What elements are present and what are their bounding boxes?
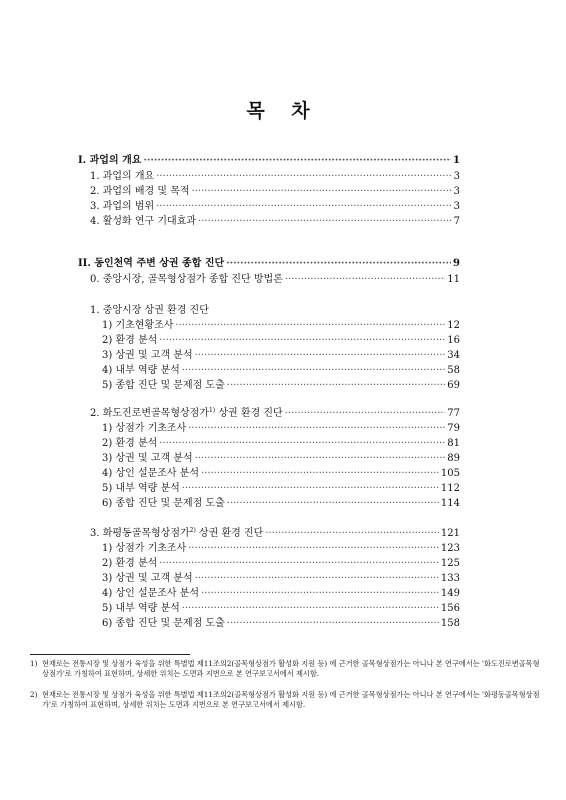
toc-page: 77 [447,408,460,419]
toc-row[interactable] [102,335,460,347]
toc-label: 2. 화도진로변골목형상점가 [90,408,209,419]
toc-page: 69 [447,380,460,391]
toc-page: 7 [453,216,460,227]
toc-page: 3 [453,171,460,182]
toc-page: 158 [440,618,460,629]
toc-label: 3) 상권 및 고객 분석 [102,573,193,584]
toc-label: 4) 내부 역량 분석 [102,365,180,376]
toc-label: 3) 상권 및 고객 분석 [102,453,193,464]
toc-row[interactable] [78,155,460,167]
toc-label-suffix: 상권 환경 진단 [195,528,264,539]
footnote-ref[interactable]: 2) [189,527,196,534]
toc-page: 121 [440,528,460,539]
toc-row[interactable] [102,618,460,630]
toc-page: 112 [440,483,460,494]
footnote-1 [30,659,540,678]
toc-row[interactable] [102,350,460,362]
toc-label: 3. 과업의 범위 [90,201,155,212]
toc-label: 3) 상권 및 고객 분석 [102,350,193,361]
toc-page: 89 [447,453,460,464]
toc-label-suffix: 상권 환경 진단 [215,408,283,419]
toc-row[interactable] [102,498,460,510]
toc-row[interactable] [102,365,460,377]
footnote-text: 현재로는 전통시장 및 상점가 육성을 위한 특별법 제11조의2(골목형상점가 활성화 지원 등) 에 근거한 골목형상점가는 아니나 본 연구에서는 '화평동골목형상점가'로 가칭하여 표현하며, 상세한 위치는 도면과 지번으로 본 연구보고서에서 제시함. [42,690,540,709]
toc-row[interactable] [102,588,460,600]
toc-page: 34 [447,350,460,361]
toc-row[interactable] [90,201,460,213]
toc-page: 105 [440,468,460,479]
toc-label: 2. 과업의 배경 및 목적 [90,186,190,197]
toc-label: 5) 내부 역량 분석 [102,483,180,494]
toc-page: 149 [440,588,460,599]
toc-label: 2) 환경 분석 [102,335,158,346]
toc-row[interactable] [102,573,460,585]
toc-label: 1. 과업의 개요 [90,171,155,182]
toc-label: I. 과업의 개요 [78,155,142,166]
toc-label: 5) 내부 역량 분석 [102,603,180,614]
toc-page: 11 [447,274,460,285]
toc-row[interactable] [78,258,460,270]
toc-row[interactable] [90,274,460,286]
toc-page: 79 [447,423,460,434]
toc-page: 58 [447,365,460,376]
toc-label: 3. 화평동골목형상점가 [90,528,190,539]
toc-label: 4) 상인 설문조사 분석 [102,468,200,479]
toc-label: 2) 환경 분석 [102,558,158,569]
toc-row[interactable] [90,186,460,198]
toc-page: 1 [453,155,460,166]
toc-row[interactable] [90,408,460,420]
toc-label: 5) 종합 진단 및 문제점 도출 [102,380,225,391]
toc-row[interactable] [102,453,460,465]
footnote-text: 현재로는 전통시장 및 상점가 육성을 위한 특별법 제11조의2(골목형상점가 활성화 지원 등) 에 근거한 골목형상점가는 아니나 본 연구에서는 '화도진로변골목형상점가'로 가칭하여 표현하며, 상세한 위치는 도면과 지번으로 본 연구보고서에서 제시함. [42,659,540,678]
toc-label: 4. 활성화 연구 기대효과 [90,216,197,227]
toc-label: 1. 중앙시장 상권 환경 진단 [90,305,209,316]
toc-page: 125 [440,558,460,569]
toc-row[interactable] [102,423,460,435]
toc-page: 81 [447,438,460,449]
toc-label: II. 동인천역 주변 상권 종합 진단 [78,258,225,269]
footnote-2 [30,690,540,709]
toc-row[interactable] [90,171,460,183]
toc-label: 6) 종합 진단 및 문제점 도출 [102,498,225,509]
toc-row[interactable] [90,305,460,317]
footnote-divider [30,654,190,655]
toc-row[interactable] [102,438,460,450]
toc-label: 0. 중앙시장, 골목형상점가 종합 진단 방법론 [90,274,283,285]
toc-row[interactable] [102,380,460,392]
footnote-number: 2) [30,690,38,699]
toc-page: 156 [440,603,460,614]
toc-label: 2) 환경 분석 [102,438,158,449]
toc-page: 9 [453,258,460,269]
toc-row[interactable] [90,216,460,228]
toc-page: 3 [453,201,460,212]
toc-row[interactable] [102,558,460,570]
footnote-ref[interactable]: 1) [208,407,216,414]
page-title: 목 차 [246,100,320,122]
toc-row[interactable] [102,603,460,615]
toc-row[interactable] [90,528,460,540]
toc-page: 133 [440,573,460,584]
toc-row[interactable] [102,543,460,555]
toc-label: 1) 상점가 기초조사 [102,543,187,554]
footnote-number: 1) [30,659,38,668]
toc-page: 3 [453,186,460,197]
toc-row[interactable] [102,468,460,480]
toc-row[interactable] [102,320,460,332]
toc-label: 1) 기초현황조사 [102,320,174,331]
toc-page: 16 [447,335,460,346]
toc-page: 123 [440,543,460,554]
toc-page: 114 [440,498,460,509]
toc-label: 6) 종합 진단 및 문제점 도출 [102,618,225,629]
toc-page: 12 [447,320,460,331]
toc-label: 1) 상점가 기초조사 [102,423,187,434]
toc-label: 4) 상인 설문조사 분석 [102,588,200,599]
toc-row[interactable] [102,483,460,495]
